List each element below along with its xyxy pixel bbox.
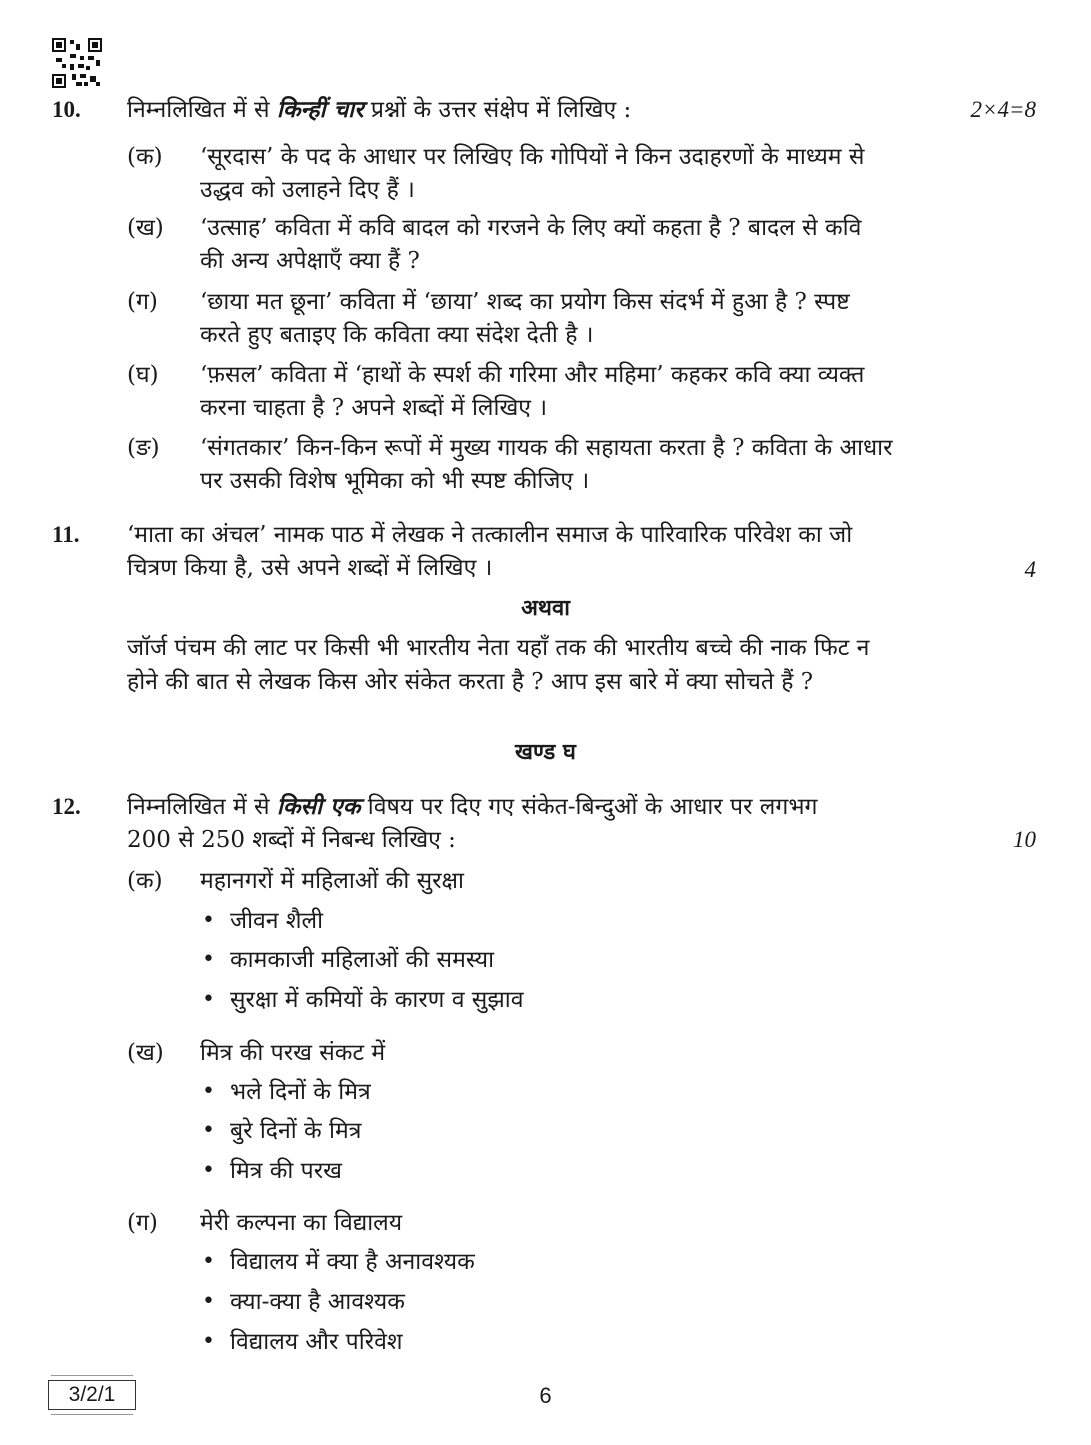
q10-item-label: (घ) — [127, 362, 159, 388]
q10-item-b-line1: ‘उत्साह’ कविता में कवि बादल को गरजने के लिए क्यों कहता है ? बादल से कवि — [200, 215, 862, 241]
question-11-alt-line1: जॉर्ज पंचम की लाट पर किसी भी भारतीय नेता यहाँ तक की भारतीय बच्चे की नाक फिट न — [127, 635, 870, 661]
q10-item-label: (ग) — [127, 289, 158, 315]
topic-point: मित्र की परख — [230, 1158, 342, 1184]
question-11-number: 11. — [52, 522, 80, 547]
q10-item-d-line1: ‘फ़सल’ कविता में ‘हाथों के स्पर्श की गरिमा और महिमा’ कहकर कवि क्या व्यक्त — [200, 362, 865, 388]
question-12-number: 12. — [52, 794, 81, 819]
topic-title: मेरी कल्पना का विद्यालय — [200, 1210, 403, 1236]
topic-point: सुरक्षा में कमियों के कारण व सुझाव — [230, 987, 524, 1013]
q10-item-label: (ख) — [127, 215, 164, 241]
bullet-icon: • — [202, 1079, 215, 1104]
qr-code-icon — [52, 38, 102, 88]
topic-label: (ग) — [127, 1210, 158, 1236]
topic-point: बुरे दिनों के मित्र — [230, 1118, 362, 1144]
topic-point: क्या-क्या है आवश्यक — [230, 1289, 405, 1315]
topic-title: मित्र की परख संकट में — [200, 1040, 386, 1066]
bullet-icon: • — [202, 908, 215, 933]
page-number: 6 — [539, 1383, 552, 1408]
question-11-line2: चित्रण किया है, उसे अपने शब्दों में लिखिए । — [127, 555, 493, 581]
or-heading: अथवा — [521, 595, 570, 621]
q10-item-c-line1: ‘छाया मत छूना’ कविता में ‘छाया’ शब्द का प्रयोग किस संदर्भ में हुआ है ? स्पष्ट — [200, 289, 850, 315]
bullet-icon: • — [202, 1329, 215, 1354]
bullet-icon: • — [202, 947, 215, 972]
question-10-number: 10. — [52, 97, 81, 122]
question-11-line1: ‘माता का अंचल’ नामक पाठ में लेखक ने तत्कालीन समाज के पारिवारिक परिवेश का जो — [127, 522, 853, 548]
bullet-icon: • — [202, 1249, 215, 1274]
bullet-icon: • — [202, 987, 215, 1012]
question-10-intro: निम्नलिखित में से किन्हीं चार प्रश्नों के उत्तर संक्षेप में लिखिए : — [127, 96, 632, 123]
bullet-icon: • — [202, 1118, 215, 1143]
question-12-intro: निम्नलिखित में से किसी एक विषय पर दिए गए संकेत-बिन्दुओं के आधार पर लगभग — [127, 793, 818, 820]
paper-code-box: 3/2/1 — [48, 1380, 136, 1410]
q10-item-e-line1: ‘संगतकार’ किन-किन रूपों में मुख्य गायक की सहायता करता है ? कविता के आधार — [200, 435, 893, 461]
q10-item-c-line2: करते हुए बताइए कि कविता क्या संदेश देती है । — [200, 322, 594, 348]
q10-item-d-line2: करना चाहता है ? अपने शब्दों में लिखिए । — [200, 395, 548, 421]
bullet-icon: • — [202, 1289, 215, 1314]
question-12-marks: 10 — [1013, 827, 1036, 852]
question-11-alt-line2: होने की बात से लेखक किस ओर संकेत करता है ? आप इस बारे में क्या सोचते हैं ? — [127, 669, 814, 695]
section-heading: खण्ड घ — [515, 739, 576, 765]
q10-item-label: (क) — [127, 144, 163, 170]
topic-label: (ख) — [127, 1040, 164, 1066]
topic-point: जीवन शैली — [230, 908, 324, 934]
q10-item-a-line1: ‘सूरदास’ के पद के आधार पर लिखिए कि गोपियों ने किन उदाहरणों के माध्यम से — [200, 144, 865, 170]
q10-item-a-line2: उद्धव को उलाहने दिए हैं । — [200, 177, 415, 203]
topic-point: कामकाजी महिलाओं की समस्या — [230, 947, 495, 973]
question-10-marks: 2×4=8 — [970, 97, 1036, 122]
topic-point: विद्यालय और परिवेश — [230, 1329, 403, 1355]
question-11-marks: 4 — [1024, 557, 1036, 582]
topic-title: महानगरों में महिलाओं की सुरक्षा — [200, 868, 465, 894]
question-12-intro-line2: 200 से 250 शब्दों में निबन्ध लिखिए : — [127, 827, 456, 853]
topic-point: विद्यालय में क्या है अनावश्यक — [230, 1249, 475, 1275]
bullet-icon: • — [202, 1158, 215, 1183]
topic-label: (क) — [127, 868, 163, 894]
topic-point: भले दिनों के मित्र — [230, 1079, 371, 1105]
q10-item-label: (ङ) — [127, 435, 160, 461]
q10-item-e-line2: पर उसकी विशेष भूमिका को भी स्पष्ट कीजिए । — [200, 468, 590, 494]
q10-item-b-line2: की अन्य अपेक्षाएँ क्या हैं ? — [200, 248, 420, 274]
